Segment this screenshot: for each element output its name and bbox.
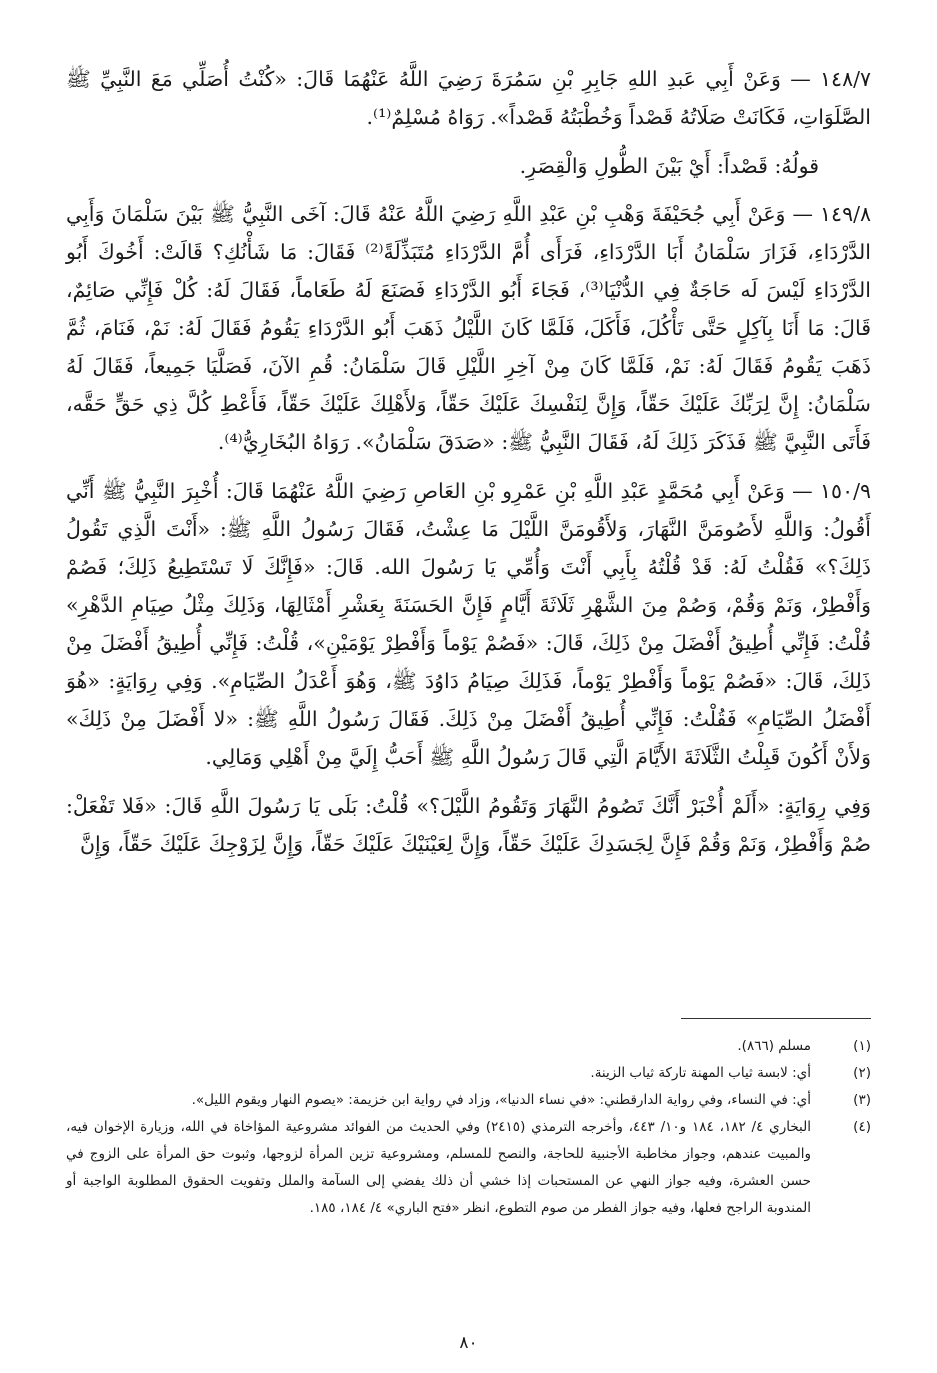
footnote-text: أي: في النساء، وفي رواية الدارقطني: «في نساء الدنيا»، وزاد في رواية ابن خزيمة: «يصوم النهار ويقوم الليل». <box>191 1092 811 1108</box>
footnote-text: البخاري ٤/ ١٨٢، ١٨٤ و١٠/ ٤٤٣، وأخرجه الترمذي (٢٤١٥) وفي الحديث من الفوائد مشروعية المؤاخاة في الله، وزيارة الإخوان فيه، والمبيت عندهم، وجواز مخاطبة الأجنبية للحاجة، والنصح للمسلم، ومشروعية تزين المرأة لزوجها، وثبوت حق المرأة على الزوج في حسن العشرة، وفيه جواز النهي عن المستحبات إذا خشي أن ذلك يفضي إلى السآمة والملل وتفويت الحقوق المطلوبة الواجبة أو المندوبة الراجح فعلها، وفيه جواز الفطر من صوم التطوع، انظر «فتح الباري» ٤/ ١٨٤، ١٨٥. <box>66 1119 811 1216</box>
explanation-qasdan: قولُهُ: قَصْداً: أَيْ بَيْنَ الطُّولِ وَالْقِصَرِ. <box>519 154 819 178</box>
footnotes <box>66 1033 871 1222</box>
footnote-number: (١) <box>853 1038 871 1054</box>
page-number: ٨٠ <box>459 1333 478 1353</box>
footnote-text: مسلم (٨٦٦). <box>737 1038 811 1054</box>
footnote-2 <box>66 1060 871 1087</box>
hadith-148: ١٤٨/٧ — وَعَنْ أَبِي عَبدِ اللهِ جَابِرِ بْنِ سَمُرَةَ رَضِيَ اللَّهُ عَنْهُمَا قَالَ: «كُنْتُ أُصَلِّي مَعَ النَّبِيِّ ﷺ الصَّلَوَاتِ، فَكَانَتْ صَلَاتُهُ قَصْداً وَخُطْبَتُهُ قَصْداً». رَوَاهُ مُسْلِمٌ⁽¹⁾. <box>66 67 871 129</box>
footnote-text: أي: لابسة ثياب المهنة تاركة ثياب الزينة. <box>590 1065 811 1081</box>
hadith-150-variant: وَفِي رِوَايَةٍ: «أَلَمْ أُخْبَرْ أَنَّكَ تَصُومُ النَّهَارَ وَتَقُومُ اللَّيْلَ؟» قُلْتُ: بَلَى يَا رَسُولَ اللَّهِ قَالَ: «فَلا تَفْعَلْ: صُمْ وَأَفْطِرْ، وَنَمْ وَقُمْ فَإِنَّ لِجَسَدِكَ عَلَيْكَ حَقّاً، وَإِنَّ لِعَيْنَيْكَ عَلَيْكَ حَقّاً، وَإِنَّ لِزَوْجِكَ عَلَيْكَ حَقّاً، وَإِنَّ <box>66 794 871 856</box>
footnote-divider <box>681 1018 871 1019</box>
hadith-150: ١٥٠/٩ — وَعَنْ أَبِي مُحَمَّدٍ عَبْدِ اللَّهِ بْنِ عَمْرِو بْنِ العَاصِ رَضِيَ اللَّهُ عَنْهُمَا قَالَ: أُخْبِرَ النَّبِيُّ ﷺ أَنِّي أَقُولُ: وَاللَّهِ لأَصُومَنَّ النَّهَارَ، وَلأَقُومَنَّ اللَّيْلَ مَا عِشْتُ، فَقَالَ رَسُولُ اللَّهِ ﷺ: «أَنْتَ الَّذِي تَقُولُ ذَلِكَ؟» فَقُلْتُ لَهُ: قَدْ قُلْتُهُ بِأَبِي أَنْتَ وَأُمِّي يَا رَسُولَ الله. قَالَ: «فَإِنَّكَ لَا تَسْتَطِيعُ ذَلِكَ؛ فَصُمْ وَأَفْطِرْ، وَنَمْ وَقُمْ، وَصُمْ مِنَ الشَّهْرِ ثَلَاثَةَ أَيَّامٍ فَإِنَّ الحَسَنَةَ بِعَشْرِ أَمْثَالِهَا، وَذَلِكَ مِثْلُ صِيَامِ الدَّهْرِ» قُلْتُ: فَإِنِّي أُطِيقُ أَفْضَلَ مِنْ ذَلِكَ، قَالَ: «فَصُمْ يَوْماً وَأَفْطِرْ يَوْمَيْنِ»، قُلْتُ: فَإِنِّي أُطِيقُ أَفْضَلَ مِنْ ذَلِكَ، قَالَ: «فَصُمْ يَوْماً وَأَفْطِرْ يَوْماً، فَذَلِكَ صِيَامُ دَاوُدَ ﷺ، وَهُوَ أَعْدَلُ الصِّيَامِ». وَفِي رِوَايَةٍ: «هُوَ أَفْضَلُ الصِّيَامِ» فَقُلْتُ: فَإِنِّي أُطِيقُ أَفْضَلَ مِنْ ذَلِكَ. فَقَالَ رَسُولُ اللَّهِ ﷺ: «لا أَفْضَلَ مِنْ ذَلِكَ» وَلأَنْ أَكُونَ قَبِلْتُ الثَّلَاثَةَ الأَيَّامَ الَّتِي قَالَ رَسُولُ اللَّهِ ﷺ أَحَبُّ إِلَيَّ مِنْ أَهْلِي وَمَالِي. <box>66 479 871 769</box>
footnote-number: (٢) <box>853 1065 871 1081</box>
main-text <box>66 60 871 874</box>
footnote-4 <box>66 1114 871 1222</box>
footnote-number: (٣) <box>853 1092 871 1108</box>
footnote-number: (٤) <box>853 1119 871 1135</box>
footnote-1 <box>66 1033 871 1060</box>
hadith-149: ١٤٩/٨ — وَعَنْ أَبِي جُحَيْفَةَ وَهْبِ بْنِ عَبْدِ اللَّهِ رَضِيَ اللَّهُ عَنْهُ قَالَ: آخَى النَّبِيُّ ﷺ بَيْنَ سَلْمَانَ وَأَبِي الدَّرْدَاءِ، فَزَارَ سَلْمَانُ أَبَا الدَّرْدَاءِ، فَرَأَى أُمَّ الدَّرْدَاءِ مُتَبَذِّلَةً⁽²⁾ فَقَالَ: مَا شَأْنُكِ؟ قَالَتْ: أَخُوكَ أَبُو الدَّرْدَاءِ لَيْسَ لَه حَاجَةٌ فِي الدُّنْيَا⁽³⁾، فَجَاءَ أَبُو الدَّرْدَاءِ فَصَنَعَ لَهُ طَعَاماً، فَقَالَ لَهُ: كُلْ فَإِنِّي صَائِمٌ، قَالَ: مَا أَنَا بِآكِلٍ حَتَّى تَأْكُلَ، فَأَكَلَ، فَلَمَّا كَانَ اللَّيْلُ ذَهَبَ أَبُو الدَّرْدَاءِ يَقُومُ فَقَالَ لَهُ: نَمْ، فَنَامَ، ثُمَّ ذَهَبَ يَقُومُ فَقَالَ لَهُ: نَمْ، فَلَمَّا كَانَ مِنْ آخِرِ اللَّيْلِ قَالَ سَلْمَانُ: قُمِ الآنَ، فَصَلَّيَا جَمِيعاً، فَقَالَ لَهُ سَلْمَانُ: إِنَّ لِرَبِّكَ عَلَيْكَ حَقّاً، وَإِنَّ لِنَفْسِكَ عَلَيْكَ حَقّاً، وَلأَهْلِكَ عَلَيْكَ حَقّاً، فَأَعْطِ كُلَّ ذِي حَقٍّ حَقَّه، فَأَتَى النَّبِيَّ ﷺ فَذَكَرَ ذَلِكَ لَهُ، فَقَالَ النَّبِيُّ ﷺ: «صَدَقَ سَلْمَانُ». رَوَاهُ البُخَارِيُّ⁽⁴⁾. <box>66 202 871 454</box>
footnote-3 <box>66 1087 871 1114</box>
